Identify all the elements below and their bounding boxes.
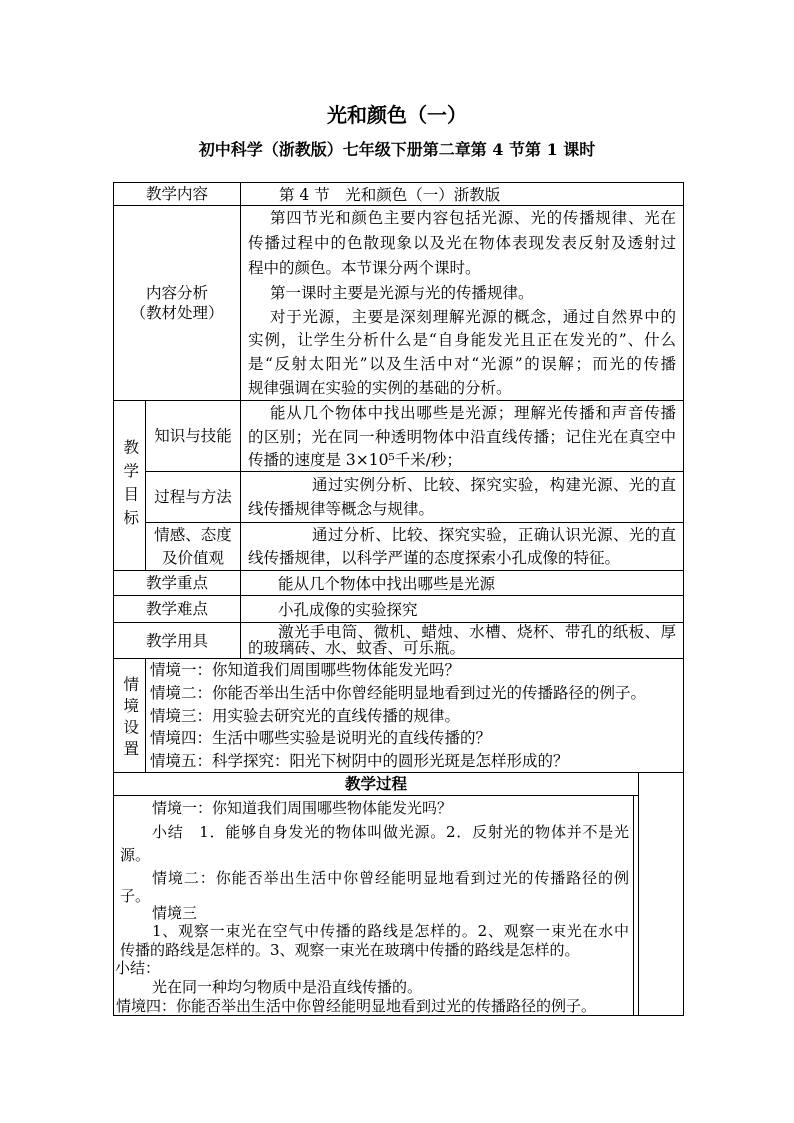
process-line: 1、观察一束光在空气中传播的路线是怎样的。2、观察一束光在水中 <box>152 922 629 940</box>
process-method-label-cell <box>146 472 241 523</box>
knowledge-value-cell <box>241 401 684 472</box>
emotion-value-cell <box>241 523 684 571</box>
teaching-content-label-cell <box>114 183 241 206</box>
objectives-label-cell <box>114 401 146 571</box>
process-line: 情境三 <box>152 904 198 922</box>
knowledge-line: 能从几个物体中找出哪些是光源；理解光传播和声音传播 <box>270 404 676 422</box>
process-line: 情境一：你知道我们周围哪些物体能发光吗？ <box>152 799 453 817</box>
key-point-value: 能从几个物体中找出哪些是光源 <box>278 575 496 593</box>
process-method-label: 过程与方法 <box>154 488 232 506</box>
analysis-sublabel: （教材处理） <box>130 304 224 322</box>
analysis-line: 规律强调在实验的实例的基础的分析。 <box>248 379 512 397</box>
process-section-header-cell <box>114 773 639 796</box>
process-method-value-cell <box>241 472 684 523</box>
key-point-value-cell <box>241 571 684 596</box>
analysis-line: 程中的颜色。本节课分两个课时。 <box>248 259 481 277</box>
analysis-line: 传播过程中的色散现象以及光在物体表现发表反射及透射过 <box>248 234 676 252</box>
analysis-line: 实例，让学生分析什么是“自身能发光且正在发光的”、什么 <box>248 331 676 349</box>
analysis-label: 内容分析 <box>145 284 208 302</box>
process-method-line: 通过实例分析、比较、探究实验，构建光源、光的直 <box>312 476 676 494</box>
emotion-line: 通过分析、比较、探究实验，正确认识光源、光的直 <box>312 526 676 544</box>
emotion-label: 情感、态度 <box>154 525 232 544</box>
page-title: 光和颜色（一） <box>327 103 467 127</box>
tools-label: 教学用具 <box>145 631 208 650</box>
process-line: 小结 1．能够自身发光的物体叫做光源。2．反射光的物体并不是光 <box>152 823 629 841</box>
analysis-line: 第一课时主要是光源与光的传播规律。 <box>270 284 534 302</box>
scenario-item: 情境四：生活中哪些实验是说明光的直线传播的？ <box>150 729 492 747</box>
process-line: 子。 <box>120 887 151 905</box>
scenarios-label: 情境设置 <box>121 675 140 762</box>
lesson-plan-table <box>113 182 684 1016</box>
analysis-label-cell <box>114 206 241 401</box>
process-side-column <box>639 773 684 1016</box>
process-method-line: 线传播规律等概念与规律。 <box>248 500 435 518</box>
tools-line: 的玻璃砖、水、蚊香、可乐瓶。 <box>248 639 466 657</box>
knowledge-label: 知识与技能 <box>154 427 232 445</box>
scenario-item: 情境五：科学探究：阳光下树阴中的圆形光斑是怎样形成的？ <box>150 752 569 770</box>
analysis-line: 对于光源，主要是深刻理解光源的概念，通过自然界中的 <box>270 308 676 326</box>
key-point-label: 教学重点 <box>145 574 208 592</box>
analysis-line: 是“反射太阳光”以及生活中对“光源”的误解；而光的传播 <box>248 355 676 373</box>
difficulty-value-cell <box>241 596 684 623</box>
process-line: 传播的路线是怎样的。3、观察一束光在玻璃中传播的路线是怎样的。 <box>120 941 580 959</box>
difficulty-label-cell <box>114 596 241 623</box>
tools-label-cell <box>114 623 241 659</box>
teaching-content-label: 教学内容 <box>145 185 208 203</box>
page-subtitle: 初中科学（浙教版）七年级下册第二章第 4 节第 1 课时 <box>198 140 596 159</box>
key-point-label-cell <box>114 571 241 596</box>
scenarios-label-cell <box>114 659 146 773</box>
emotion-sublabel: 及价值观 <box>161 548 224 567</box>
objectives-label: 教学目标 <box>121 438 140 533</box>
analysis-line: 第四节光和颜色主要内容包括光源、光的传播规律、光在 <box>270 209 676 227</box>
knowledge-line: 传播的速度是 3×10⁵千米/秒； <box>248 451 462 469</box>
knowledge-label-cell <box>146 401 241 472</box>
process-line: 源。 <box>120 846 151 864</box>
difficulty-value: 小孔成像的实验探究 <box>278 601 418 619</box>
tools-line: 激光手电筒、微机、蜡烛、水槽、烧杯、带孔的纸板、厚 <box>278 623 676 641</box>
process-line: 光在同一种均匀物质中是沿直线传播的。 <box>152 978 423 996</box>
analysis-value-cell <box>241 206 684 401</box>
process-section-header: 教学过程 <box>344 774 407 793</box>
process-line: 小结： <box>115 959 161 977</box>
scenario-item: 情境二：你能否举出生活中你曾经能明显地看到过光的传播路径的例子。 <box>150 684 647 702</box>
process-line: 情境四：你能否举出生活中你曾经能明显地看到过光的传播路径的例子。 <box>116 997 597 1015</box>
knowledge-line: 的区别；光在同一种透明物体中沿直线传播；记住光在真空中 <box>248 428 676 446</box>
scenarios-value-cell <box>146 659 684 773</box>
difficulty-label: 教学难点 <box>145 600 208 618</box>
tools-value-cell <box>241 623 684 659</box>
inner-divider <box>633 796 634 1015</box>
teaching-content-value-cell <box>241 183 684 206</box>
teaching-content-value: 第 4 节 光和颜色（一）浙教版 <box>279 186 501 204</box>
scenario-item: 情境三：用实验去研究光的直线传播的规律。 <box>150 707 461 725</box>
scenario-item: 情境一：你知道我们周围哪些物体能发光吗？ <box>150 661 461 679</box>
emotion-line: 线传播规律，以科学严谨的态度探索小孔成像的特征。 <box>248 549 621 567</box>
process-line: 情境二：你能否举出生活中你曾经能明显地看到过光的传播路径的例 <box>152 869 629 887</box>
emotion-label-cell <box>146 523 241 571</box>
process-section-body <box>114 796 639 1016</box>
